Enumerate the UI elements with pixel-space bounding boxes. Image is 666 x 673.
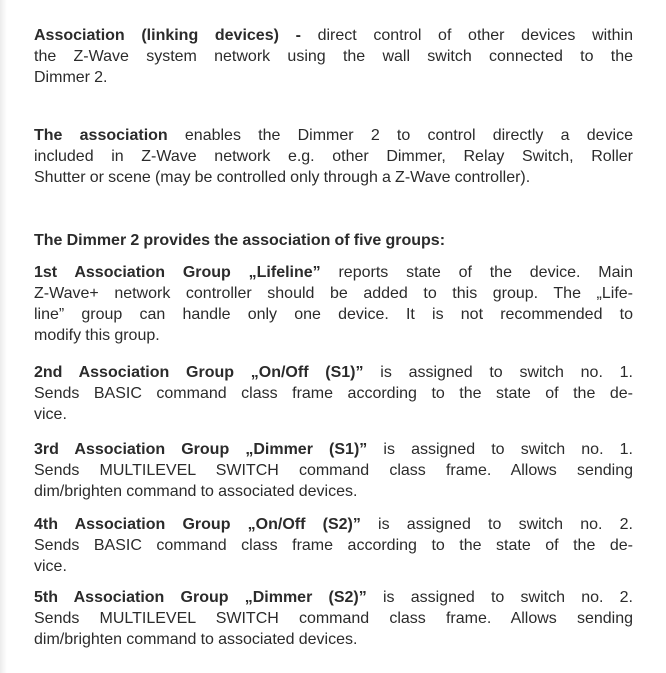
text-line xyxy=(34,514,633,535)
body-text: line” group can handle only one device. It is not recommended to xyxy=(34,306,633,323)
text-column xyxy=(34,25,633,650)
text-line xyxy=(34,125,633,146)
text-line xyxy=(34,556,633,577)
body-text: vice. xyxy=(34,558,67,575)
text-line xyxy=(34,167,633,188)
text-line xyxy=(34,283,633,304)
bold-lead-text: 1st Association Group „Lifeline” xyxy=(34,264,339,281)
body-text: Sends MULTILEVEL SWITCH command class frame. Allows sending xyxy=(34,462,633,479)
text-line xyxy=(34,304,633,325)
group-1-lifeline-paragraph xyxy=(34,262,633,346)
body-text: enables the Dimmer 2 to control directly a device xyxy=(184,127,633,144)
body-text: Sends BASIC command class frame according to the state of the de- xyxy=(34,537,633,554)
bold-lead-text: 5th Association Group „Dimmer (S2)” xyxy=(34,589,383,606)
bold-lead-text: The Dimmer 2 provides the association of five groups: xyxy=(34,232,446,249)
body-text: included in Z-Wave network e.g. other Dimmer, Relay Switch, Roller xyxy=(34,148,633,165)
association-definition-paragraph xyxy=(34,25,633,88)
body-text: Dimmer 2. xyxy=(34,69,108,86)
body-text: is assigned to switch no. 2. xyxy=(382,589,633,606)
bold-lead-text: 2nd Association Group „On/Off (S1)” xyxy=(34,364,381,381)
text-line xyxy=(34,146,633,167)
text-line xyxy=(34,439,633,460)
body-text: modify this group. xyxy=(34,327,160,344)
body-text: is assigned to switch no. 1. xyxy=(383,441,633,458)
text-line xyxy=(34,629,633,650)
body-text: the Z-Wave system network using the wall switch connected to the xyxy=(34,48,633,65)
group-3-dimmer-s1-paragraph xyxy=(34,439,633,502)
body-text: Sends BASIC command class frame according to the state of the de- xyxy=(34,385,633,402)
text-line xyxy=(34,46,633,67)
body-text: Sends MULTILEVEL SWITCH command class frame. Allows sending xyxy=(34,610,633,627)
body-text: dim/brighten command to associated devices. xyxy=(34,483,358,500)
association-enables-paragraph xyxy=(34,125,633,188)
text-line xyxy=(34,460,633,481)
body-text: Shutter or scene (may be controlled only through a Z-Wave controller). xyxy=(34,169,531,186)
text-line xyxy=(34,587,633,608)
text-line xyxy=(34,325,633,346)
bold-lead-text: The association xyxy=(34,127,185,144)
text-line xyxy=(34,362,633,383)
text-line xyxy=(34,262,633,283)
body-text: vice. xyxy=(34,406,67,423)
text-line xyxy=(34,383,633,404)
text-line xyxy=(34,535,633,556)
text-line xyxy=(34,25,633,46)
body-text: direct control of other devices within xyxy=(317,27,633,44)
body-text: Z-Wave+ network controller should be added to this group. The „Life- xyxy=(34,285,633,302)
body-text: dim/brighten command to associated devices. xyxy=(34,631,358,648)
text-line xyxy=(34,67,633,88)
body-text: is assigned to switch no. 1. xyxy=(380,364,633,381)
group-4-onoff-s2-paragraph xyxy=(34,514,633,577)
group-2-onoff-s1-paragraph xyxy=(34,362,633,425)
text-line xyxy=(34,481,633,502)
text-line xyxy=(34,404,633,425)
body-text: is assigned to switch no. 2. xyxy=(378,516,633,533)
bold-lead-text: 4th Association Group „On/Off (S2)” xyxy=(34,516,379,533)
group-5-dimmer-s2-paragraph xyxy=(34,587,633,650)
bold-lead-text: Association (linking devices) - xyxy=(34,27,318,44)
text-line xyxy=(34,608,633,629)
bold-lead-text: 3rd Association Group „Dimmer (S1)” xyxy=(34,441,384,458)
text-line xyxy=(34,230,633,251)
body-text: reports state of the device. Main xyxy=(338,264,633,281)
five-groups-heading xyxy=(34,230,633,251)
